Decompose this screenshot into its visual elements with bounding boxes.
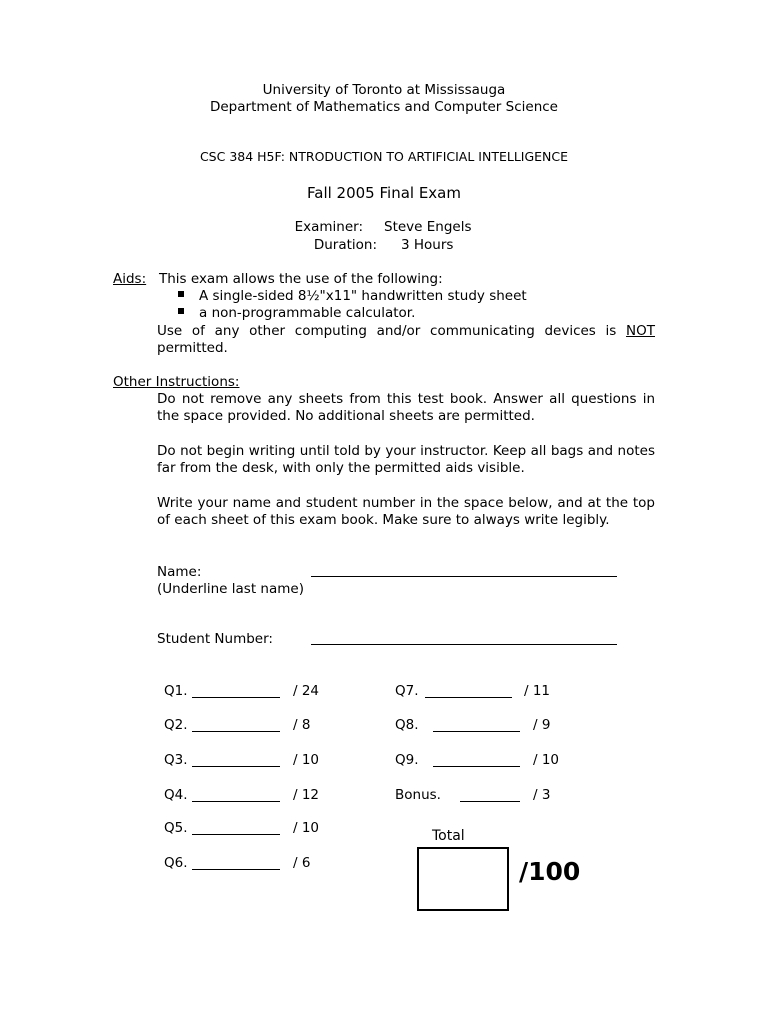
score-row-q2: Q2. bbox=[164, 717, 188, 733]
department-name: Department of Mathematics and Computer Science bbox=[209, 99, 558, 115]
score-line-q7[interactable] bbox=[425, 697, 512, 698]
course-title: CSC 384 H5F: NTRODUCTION TO ARTIFICIAL INTELLIGENCE bbox=[199, 149, 569, 164]
score-row-q5: Q5. bbox=[164, 820, 188, 836]
aid-item-calculator: a non-programmable calculator. bbox=[178, 305, 415, 321]
duration-label: Duration: bbox=[313, 237, 377, 253]
score-max-q2: / 8 bbox=[293, 717, 311, 733]
score-row-q1: Q1. bbox=[164, 683, 188, 699]
name-sublabel: (Underline last name) bbox=[157, 581, 304, 597]
aids-note: Use of any other computing and/or communicating devices is NOT permitted. bbox=[157, 323, 655, 356]
name-label: Name: bbox=[157, 564, 202, 580]
aid-item-study-sheet: A single-sided 8½"x11" handwritten study sheet bbox=[178, 288, 527, 304]
aids-intro: This exam allows the use of the following: bbox=[159, 271, 443, 287]
student-number-label: Student Number: bbox=[157, 631, 273, 647]
score-line-q8[interactable] bbox=[433, 731, 520, 732]
instruction-paragraph-3: Write your name and student number in the space below, and at the top of each sheet of this exam book. Make sure to always write legibly. bbox=[157, 495, 655, 528]
score-max-q3: / 10 bbox=[293, 752, 320, 768]
score-row-bonus: Bonus. bbox=[395, 787, 441, 803]
total-score-box[interactable] bbox=[417, 847, 509, 911]
score-line-q6[interactable] bbox=[192, 869, 280, 870]
score-row-q6: Q6. bbox=[164, 855, 188, 871]
score-row-q4: Q4. bbox=[164, 787, 188, 803]
score-max-q4: / 12 bbox=[293, 787, 320, 803]
aids-label: Aids: bbox=[113, 271, 147, 287]
total-label: Total bbox=[432, 828, 465, 844]
instruction-paragraph-1: Do not remove any sheets from this test book. Answer all questions in the space provided. No additional sheets are permitted. bbox=[157, 391, 655, 424]
score-max-q6: / 6 bbox=[293, 855, 311, 871]
bullet-icon bbox=[178, 291, 184, 297]
score-max-q1: / 24 bbox=[293, 683, 320, 699]
examiner-value: Steve Engels bbox=[384, 219, 472, 235]
name-input-line[interactable] bbox=[311, 576, 617, 577]
score-row-q8: Q8. bbox=[395, 717, 419, 733]
score-line-bonus[interactable] bbox=[460, 801, 520, 802]
exam-title: Fall 2005 Final Exam bbox=[307, 184, 461, 202]
score-line-q4[interactable] bbox=[192, 801, 280, 802]
score-line-q9[interactable] bbox=[433, 766, 520, 767]
instruction-paragraph-2: Do not begin writing until told by your instructor. Keep all bags and notes far from the desk, with only the permitted aids visible. bbox=[157, 443, 655, 476]
bullet-icon bbox=[178, 308, 184, 314]
score-line-q5[interactable] bbox=[192, 834, 280, 835]
score-row-q9: Q9. bbox=[395, 752, 419, 768]
score-max-bonus: / 3 bbox=[533, 787, 551, 803]
score-line-q3[interactable] bbox=[192, 766, 280, 767]
other-instructions-label: Other Instructions: bbox=[113, 374, 240, 390]
score-line-q1[interactable] bbox=[192, 697, 280, 698]
score-row-q7: Q7. bbox=[395, 683, 419, 699]
student-number-input-line[interactable] bbox=[311, 644, 617, 645]
score-max-q5: / 10 bbox=[293, 820, 320, 836]
score-max-q8: / 9 bbox=[533, 717, 551, 733]
score-max-q7: / 11 bbox=[524, 683, 551, 699]
score-max-q9: / 10 bbox=[533, 752, 560, 768]
score-row-q3: Q3. bbox=[164, 752, 188, 768]
score-line-q2[interactable] bbox=[192, 731, 280, 732]
examiner-label: Examiner: bbox=[294, 219, 363, 235]
university-name: University of Toronto at Mississauga bbox=[262, 82, 506, 98]
total-max-score: /100 bbox=[519, 857, 581, 886]
duration-value: 3 Hours bbox=[401, 237, 454, 253]
